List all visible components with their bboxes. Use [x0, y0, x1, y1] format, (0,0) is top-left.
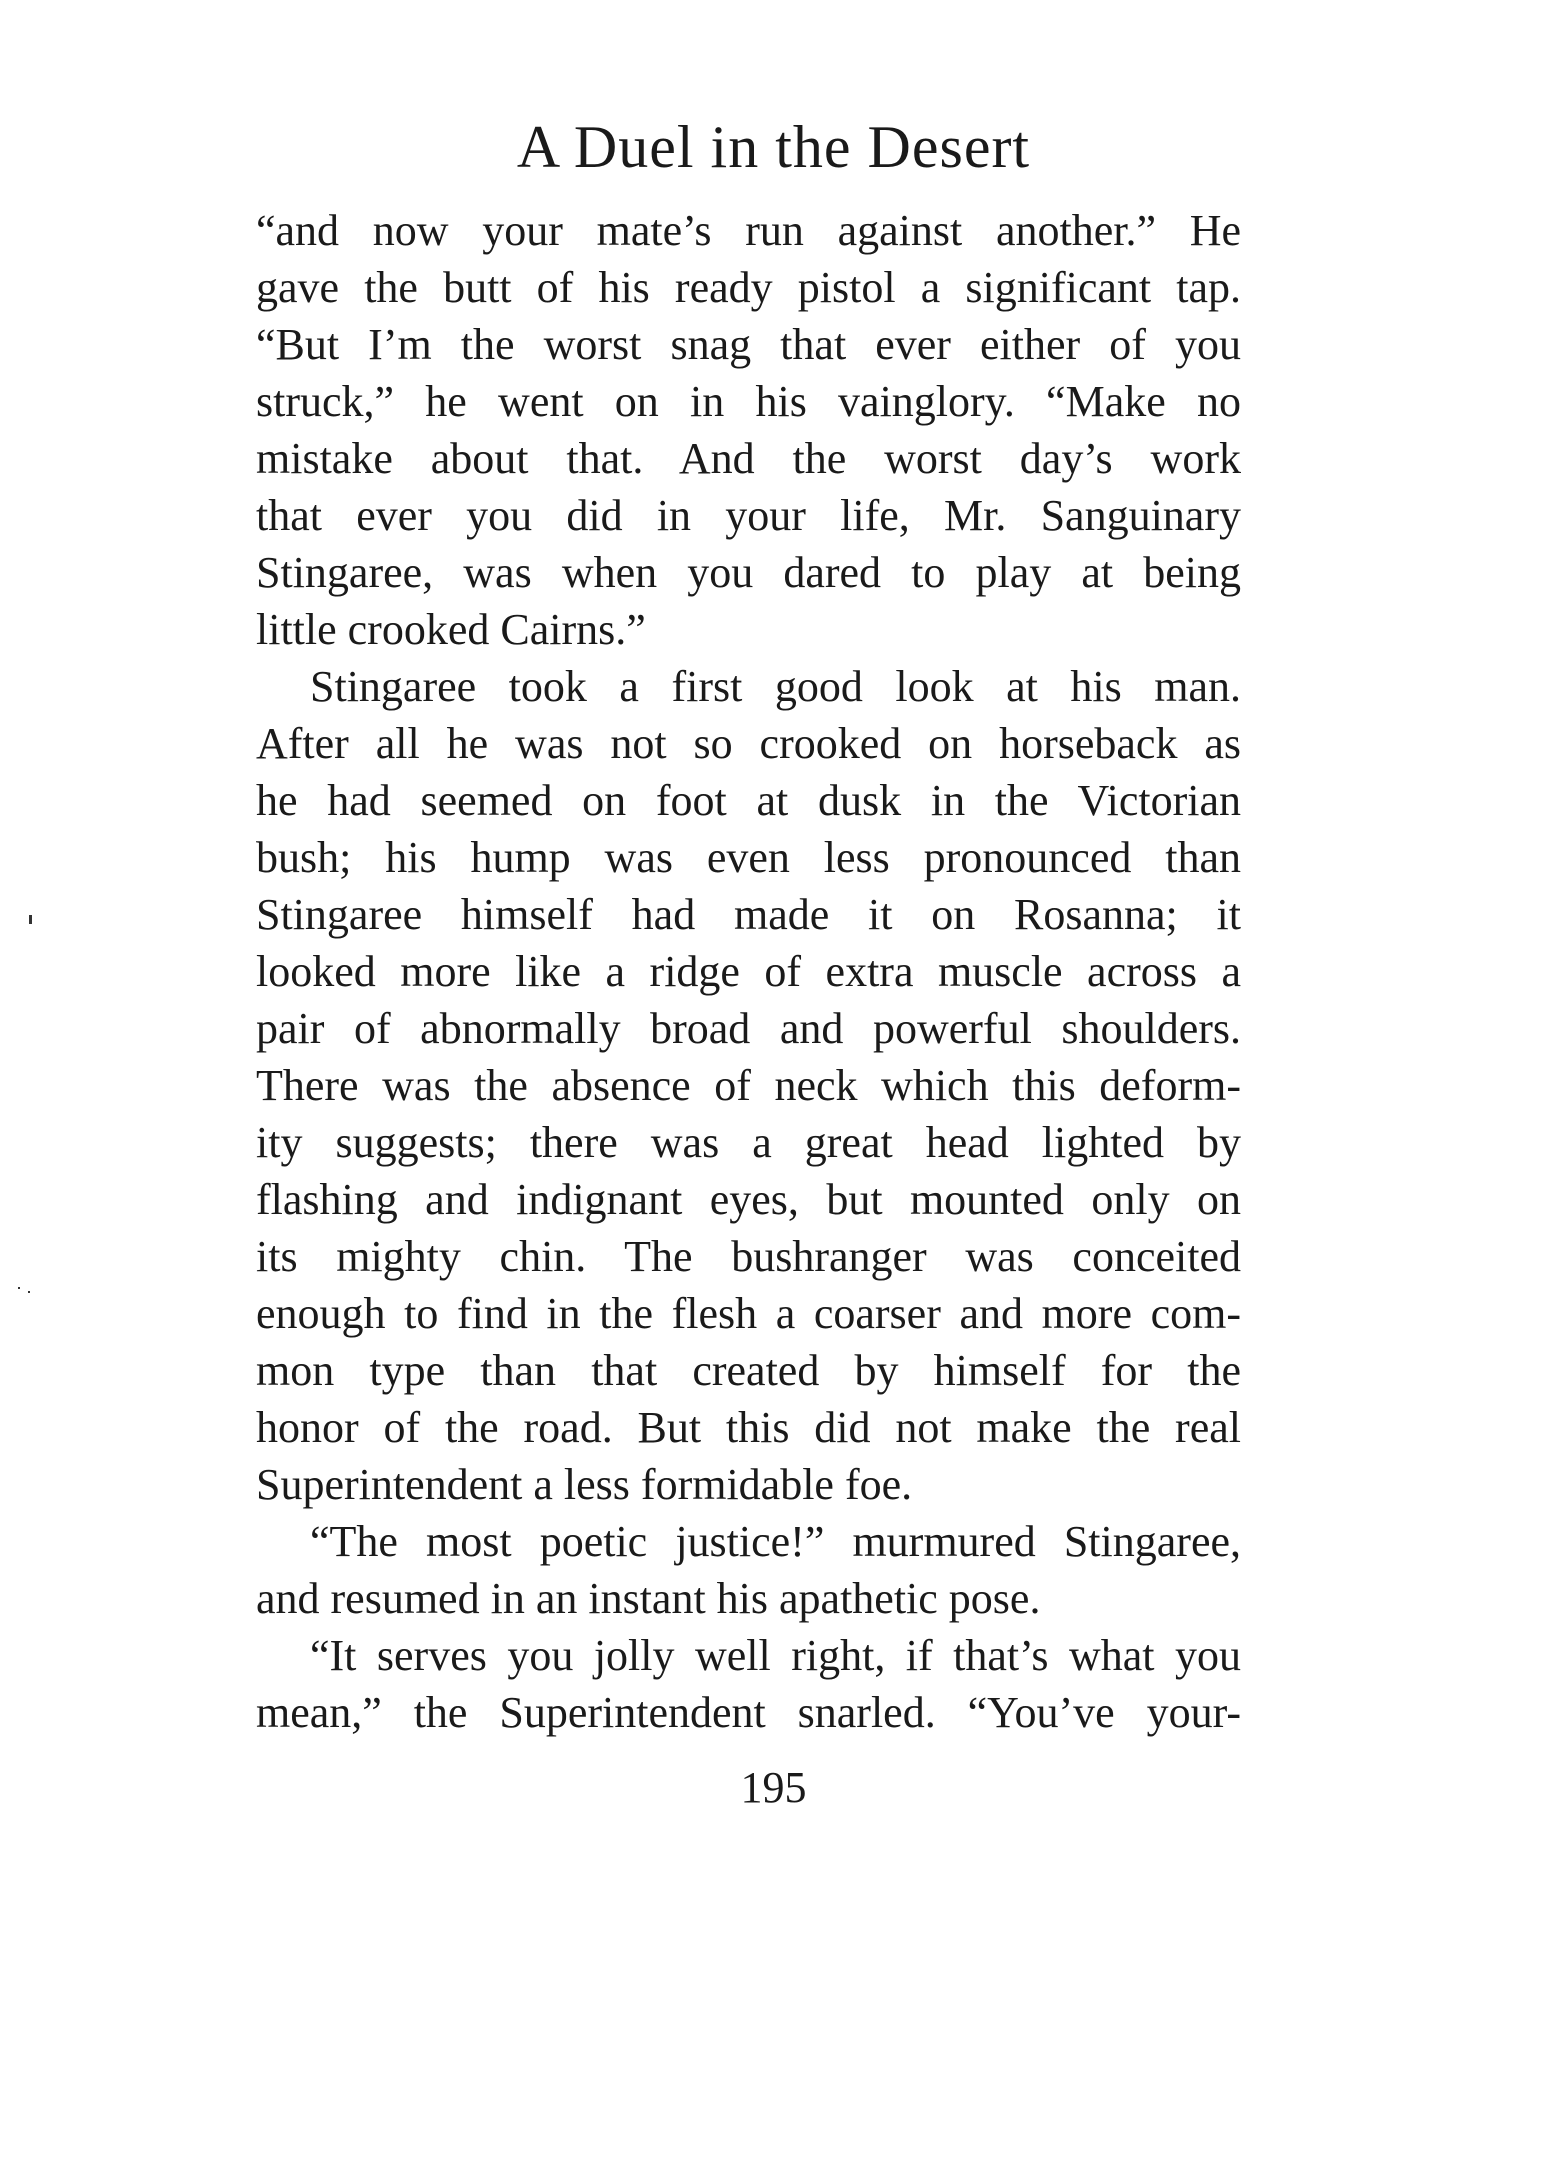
- running-head: A Duel in the Desert: [516, 114, 1031, 180]
- text-line: that ever you did in your life, Mr. Sanguinary: [256, 491, 1241, 540]
- text-line: “But I’m the worst snag that ever either of you: [256, 320, 1241, 369]
- paragraph: [256, 1627, 1241, 1741]
- scan-speck: [18, 1287, 20, 1289]
- text-line: “and now your mate’s run against another.” He: [256, 206, 1241, 255]
- body-text: [256, 202, 1241, 1741]
- paragraph: [256, 1513, 1241, 1627]
- text-line: bush; his hump was even less pronounced than: [256, 833, 1241, 882]
- text-line: little crooked Cairns.”: [256, 605, 646, 654]
- text-line: flashing and indignant eyes, but mounted only on: [256, 1175, 1241, 1224]
- page-number: 195: [740, 1763, 807, 1812]
- scan-speck: [29, 915, 32, 924]
- text-line: pair of abnormally broad and powerful shoulders.: [256, 1004, 1241, 1053]
- text-line: “It serves you jolly well right, if that’s what you: [310, 1631, 1241, 1680]
- text-line: and resumed in an instant his apathetic pose.: [256, 1574, 1041, 1623]
- text-line: “The most poetic justice!” murmured Stingaree,: [310, 1517, 1241, 1566]
- text-line: its mighty chin. The bushranger was conceited: [256, 1232, 1241, 1281]
- text-line: Stingaree, was when you dared to play at being: [256, 548, 1241, 597]
- text-line: Stingaree took a first good look at his man.: [310, 662, 1241, 711]
- text-line: looked more like a ridge of extra muscle across a: [256, 947, 1241, 996]
- text-line: he had seemed on foot at dusk in the Victorian: [256, 776, 1241, 825]
- text-line: struck,” he went on in his vainglory. “Make no: [256, 377, 1241, 426]
- text-line: honor of the road. But this did not make the real: [256, 1403, 1241, 1452]
- text-line: mon type than that created by himself for the: [256, 1346, 1241, 1395]
- paragraph: [256, 202, 1241, 658]
- text-line: Stingaree himself had made it on Rosanna; it: [256, 890, 1241, 939]
- text-line: After all he was not so crooked on horseback as: [256, 719, 1241, 768]
- text-line: Superintendent a less formidable foe.: [256, 1460, 913, 1509]
- paragraph: [256, 658, 1241, 1513]
- scan-speck: [28, 1291, 30, 1293]
- text-line: ity suggests; there was a great head lighted by: [256, 1118, 1241, 1167]
- text-line: mistake about that. And the worst day’s work: [256, 434, 1241, 483]
- text-line: gave the butt of his ready pistol a significant tap.: [256, 263, 1241, 312]
- text-line: enough to find in the flesh a coarser and more com-: [256, 1289, 1241, 1338]
- text-line: mean,” the Superintendent snarled. “You’ve your-: [256, 1688, 1241, 1737]
- text-line: There was the absence of neck which this deform-: [256, 1061, 1241, 1110]
